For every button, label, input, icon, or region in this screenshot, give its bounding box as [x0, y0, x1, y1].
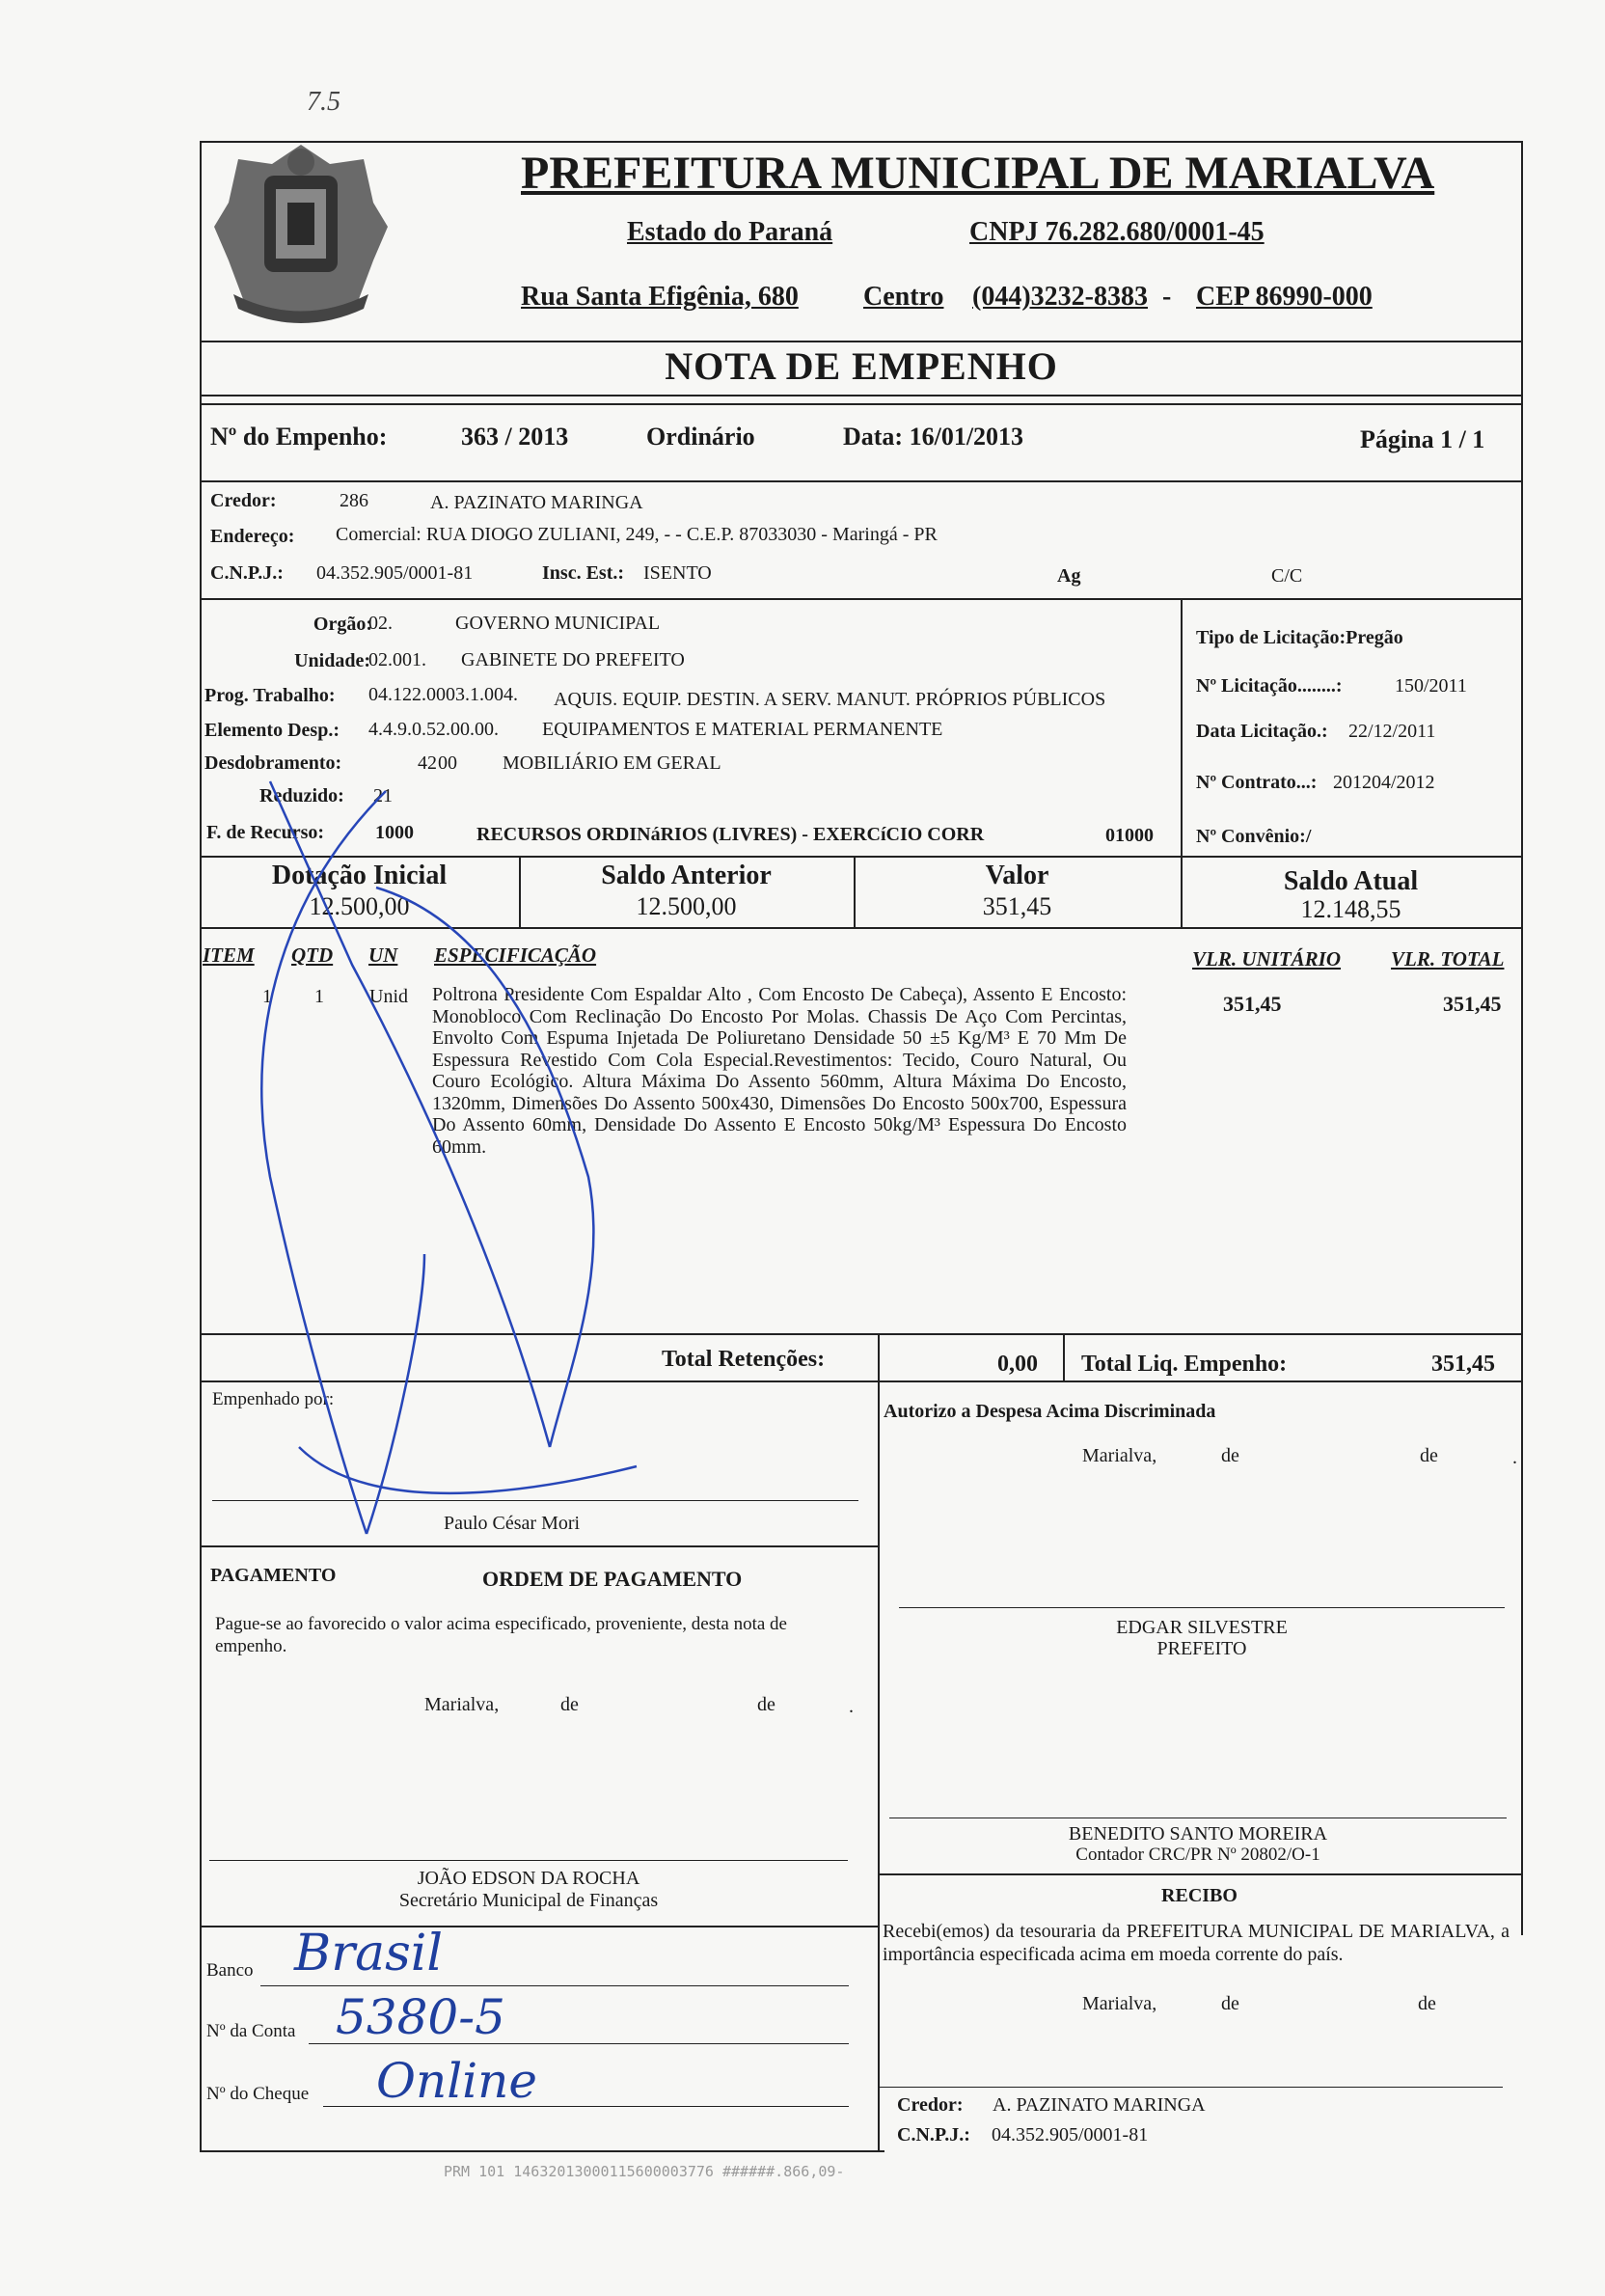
ag-label: Ag	[1057, 565, 1081, 587]
recibo-label: RECIBO	[1161, 1885, 1238, 1906]
prog-label: Prog. Trabalho:	[204, 685, 336, 706]
empenho-number-label: Nº do Empenho:	[210, 423, 388, 451]
banco-handwriting: Brasil	[294, 1925, 444, 1982]
frame-top	[200, 141, 1523, 143]
cep-label: CEP 86990-000	[1196, 282, 1373, 312]
empenho-number: 363 / 2013	[461, 423, 569, 451]
address-label: Rua Santa Efigênia, 680	[521, 282, 799, 312]
autorizo-label: Autorizo a Despesa Acima Discriminada	[884, 1401, 1216, 1422]
autorizo-de1: de	[1221, 1445, 1239, 1466]
saldo-anterior-value: 12.500,00	[636, 892, 737, 920]
prefeito-role: PREFEITO	[1156, 1638, 1247, 1659]
page-number: Página 1 / 1	[1360, 425, 1485, 453]
col-vlr-total: VLR. TOTAL	[1391, 947, 1505, 970]
banco-label: Banco	[206, 1960, 254, 1981]
phone-label: (044)3232-8383	[972, 282, 1148, 312]
recibo-credor-name: A. PAZINATO MARINGA	[993, 2094, 1206, 2116]
unidade-label: Unidade:	[294, 650, 370, 671]
item-total-value: 351,45	[1443, 992, 1502, 1016]
contador-role: Contador CRC/PR Nº 20802/O-1	[1075, 1845, 1320, 1865]
pagamento-de2: de	[757, 1694, 775, 1715]
item-unit-value: 351,45	[1223, 992, 1282, 1016]
licitacao-date: 22/12/2011	[1348, 721, 1436, 742]
saldo-anterior-label: Saldo Anterior	[601, 861, 772, 890]
recibo-city: Marialva,	[1082, 1993, 1157, 2014]
saldo-atual-label: Saldo Atual	[1283, 866, 1419, 896]
top-mark: 7.5	[307, 87, 340, 117]
autorizo-de2: de	[1420, 1445, 1438, 1466]
center-divider	[878, 1380, 880, 2152]
recurso-code: 1000	[375, 822, 414, 843]
autorizo-city: Marialva,	[1082, 1445, 1157, 1466]
unidade-name: GABINETE DO PREFEITO	[461, 649, 685, 670]
conta-handwriting: 5380-5	[336, 1989, 505, 2045]
contrato-label: Nº Contrato...:	[1196, 772, 1318, 793]
conta-label: Nº da Conta	[206, 2021, 296, 2041]
empenhado-name: Paulo César Mori	[444, 1513, 581, 1534]
pagamento-de1: de	[560, 1694, 579, 1715]
item-qtd: 1	[314, 986, 324, 1007]
coat-of-arms-logo	[204, 135, 397, 338]
recurso-name: RECURSOS ORDINáRIOS (LIVRES) - EXERCíCIO CORR	[476, 824, 985, 845]
recibo-text: Recebi(emos) da tesouraria da PREFEITURA MUNICIPAL DE MARIALVA, a importância especificada acima em moeda corrente do país.	[883, 1921, 1510, 1965]
contador-name: BENEDITO SANTO MOREIRA	[1068, 1823, 1328, 1845]
footer-code: PRM 101 14632013000115600003776 ######.866,09-	[444, 2163, 845, 2180]
credor-label: Credor:	[210, 490, 277, 511]
prefeito-name: EDGAR SILVESTRE	[1116, 1617, 1288, 1638]
doc-title: NOTA DE EMPENHO	[665, 344, 1058, 388]
empenhado-label: Empenhado por:	[212, 1389, 335, 1409]
divider	[878, 1333, 880, 1381]
col-vlr-unitario: VLR. UNITÁRIO	[1192, 947, 1342, 970]
saldo-atual-value: 12.148,55	[1300, 895, 1401, 923]
district-label: Centro	[863, 282, 944, 312]
item-description: Poltrona Presidente Com Espaldar Alto , Com Encosto De Cabeça), Assento E Encosto: Monobloco Com Reclinação Do Encosto Por Molas. Chassis De Aço Com Percintas, Envolto Com Espuma Injetada De Poliuretano Densidade 50 ±5 Kg/M³ E 70 Mm De Espessura Revestido Com Cola Especial.Revestimentos: Tecido, Couro Natural, Ou Couro Ecológico. Altura Máxima Do Assento 560mm, Altura Máxima Do Encosto, 1320mm, Dimensões Do Assento 500x430, Dimensões Do Encosto 500x700, Espessura Do Assento 60mm, Densidade Do Assento E Encosto 50kg/M³ Espessura Do Encosto 60mm.	[432, 984, 1127, 1158]
pagamento-dot: .	[849, 1696, 854, 1717]
prog-code: 04.122.0003.1.004.	[368, 684, 518, 705]
total-retencoes-label: Total Retenções:	[662, 1347, 826, 1372]
prog-name: AQUIS. EQUIP. DESTIN. A SERV. MANUT. PRÓPRIOS PÚBLICOS	[554, 689, 1106, 710]
signature-line	[209, 1860, 848, 1861]
credor-name: A. PAZINATO MARINGA	[430, 492, 643, 513]
secretario-name: JOÃO EDSON DA ROCHA	[417, 1868, 640, 1889]
orgao-name: GOVERNO MUNICIPAL	[455, 613, 661, 634]
secretario-role: Secretário Municipal de Finanças	[398, 1890, 659, 1911]
total-liq-label: Total Liq. Empenho:	[1081, 1352, 1288, 1377]
reduzido-value: 21	[373, 785, 393, 806]
col-especificacao: ESPECIFICAÇÃO	[434, 943, 597, 967]
col-item: ITEM	[203, 943, 255, 967]
desdobramento-a: 42	[418, 752, 437, 774]
recurso-number: 01000	[1105, 825, 1154, 846]
cc-label: C/C	[1271, 565, 1303, 587]
dash: -	[1162, 282, 1172, 312]
orgao-code: 02.	[368, 613, 393, 634]
rule	[200, 395, 1523, 396]
contrato-value: 201204/2012	[1333, 772, 1435, 793]
frame-left	[200, 141, 202, 2150]
field-line	[260, 1985, 849, 1986]
convenio-label: Nº Convênio:/	[1196, 826, 1312, 847]
pagamento-label: PAGAMENTO	[210, 1565, 337, 1586]
recurso-label: F. de Recurso:	[206, 822, 325, 843]
col-qtd: QTD	[291, 943, 334, 967]
orgao-label: Orgão:	[313, 614, 372, 635]
signature-line	[878, 2087, 1503, 2088]
valor-label: Valor	[985, 861, 1049, 890]
pagamento-city: Marialva,	[424, 1694, 500, 1715]
rule	[200, 341, 1523, 342]
recibo-cnpj-value: 04.352.905/0001-81	[992, 2124, 1149, 2146]
endereco-label: Endereço:	[210, 526, 295, 547]
rule	[200, 403, 1523, 405]
pagamento-text: Pague-se ao favorecido o valor acima especificado, proveniente, desta nota de empenho.	[215, 1614, 787, 1656]
elemento-name: EQUIPAMENTOS E MATERIAL PERMANENTE	[542, 719, 943, 740]
recibo-de2: de	[1418, 1993, 1436, 2014]
recibo-cnpj-label: C.N.P.J.:	[897, 2124, 970, 2146]
pen-signature-stroke	[231, 772, 675, 1563]
credor-code: 286	[340, 490, 368, 511]
cheque-label: Nº do Cheque	[206, 2084, 310, 2104]
desdobramento-label: Desdobramento:	[204, 752, 342, 774]
licitacao-number: 150/2011	[1395, 675, 1467, 697]
rule	[200, 598, 1523, 600]
total-liq-value: 351,45	[1431, 1352, 1495, 1377]
elemento-code: 4.4.9.0.52.00.00.	[368, 719, 499, 740]
insc-label: Insc. Est.:	[542, 562, 625, 584]
divider	[1063, 1333, 1065, 1381]
cheque-handwriting: Online	[376, 2053, 537, 2109]
licitacao-date-label: Data Licitação.:	[1196, 721, 1328, 742]
cnpj-credor-label: C.N.P.J.:	[210, 562, 284, 584]
recibo-credor-label: Credor:	[897, 2094, 964, 2116]
org-title: PREFEITURA MUNICIPAL DE MARIALVA	[521, 148, 1435, 199]
empenho-date: Data: 16/01/2013	[843, 423, 1024, 451]
dotacao-inicial-label: Dotação Inicial	[271, 861, 448, 890]
recibo-de1: de	[1221, 1993, 1239, 2014]
licitacao-number-label: Nº Licitação........:	[1196, 675, 1343, 697]
empenho-kind: Ordinário	[646, 423, 755, 451]
rule	[200, 480, 1523, 482]
elemento-label: Elemento Desp.:	[204, 720, 340, 741]
desdobramento-b: 00	[438, 752, 457, 774]
state-label: Estado do Paraná	[627, 217, 833, 247]
frame-right	[1521, 141, 1523, 1935]
cnpj-credor-value: 04.352.905/0001-81	[316, 562, 474, 584]
ordem-pagamento-label: ORDEM DE PAGAMENTO	[482, 1567, 743, 1591]
insc-value: ISENTO	[643, 562, 712, 584]
cnpj-label: CNPJ 76.282.680/0001-45	[969, 217, 1265, 247]
item-number: 1	[262, 986, 272, 1007]
desdobramento-name: MOBILIÁRIO EM GERAL	[503, 752, 721, 774]
autorizo-dot: .	[1512, 1447, 1517, 1468]
endereco-value: Comercial: RUA DIOGO ZULIANI, 249, - - C.E.P. 87033030 - Maringá - PR	[336, 524, 938, 545]
valor-value: 351,45	[982, 892, 1052, 920]
col-un: UN	[368, 943, 398, 967]
divider	[1181, 598, 1183, 858]
dotacao-inicial-value: 12.500,00	[309, 892, 410, 920]
tipo-licitacao: Tipo de Licitação:Pregão	[1196, 627, 1403, 648]
signature-line	[899, 1607, 1505, 1608]
unidade-code: 02.001.	[368, 649, 426, 670]
frame-bottom	[200, 2150, 884, 2152]
item-un: Unid	[369, 986, 408, 1007]
reduzido-label: Reduzido:	[259, 785, 344, 806]
total-retencoes-value: 0,00	[997, 1352, 1038, 1377]
rule	[878, 1873, 1521, 1875]
